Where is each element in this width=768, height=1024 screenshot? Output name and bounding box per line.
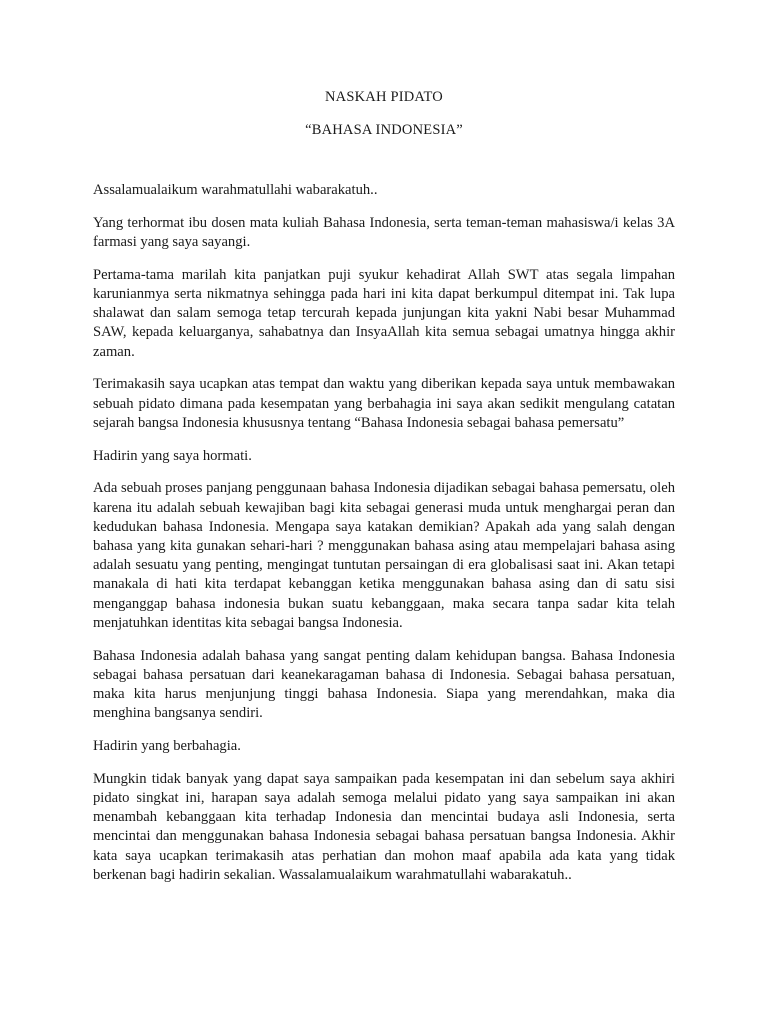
paragraph-opening-prayer: Pertama-tama marilah kita panjatkan puji syukur kehadirat Allah SWT atas segala limpahan karunianmya serta nikmatnya sehingga pada hari ini kita dapat berkumpul ditempat ini. Tak lupa shalawat dan salam semoga tetap tercurah kepada junjungan kita yakni Nabi besar Muhammad SAW, kepada keluarganya, sahabatnya dan InsyaAllah kita semua sebagai umatnya hingga akhir zaman. [93, 266, 675, 360]
paragraph-closing: Mungkin tidak banyak yang dapat saya sampaikan pada kesempatan ini dan sebelum saya akhiri pidato singkat ini, harapan saya adalah semoga melalui pidato yang saya sampaikan ini akan menambah kebanggaan kita terhadap Indonesia dan mencintai budaya asli Indonesia, serta mencintai dan menggunakan bahasa Indonesia sebagai bahasa persatuan bangsa Indonesia. Akhir kata saya ucapkan terimakasih atas perhatian dan mohon maaf apabila ada kata yang tidak berkenan bagi hadirin sekalian. Wassalamualaikum warahmatullahi wabarakatuh.. [93, 770, 675, 883]
paragraph-salutation: Yang terhormat ibu dosen mata kuliah Bahasa Indonesia, serta teman-teman mahasiswa/i kelas 3A farmasi yang saya sayangi. [93, 214, 675, 250]
paragraph-address-2: Hadirin yang berbahagia. [93, 738, 241, 755]
paragraph-address-1: Hadirin yang saya hormati. [93, 447, 252, 464]
paragraph-history: Ada sebuah proses panjang penggunaan bahasa Indonesia dijadikan sebagai bahasa pemersatu, oleh karena itu adalah sebuah kewajiban bagi kita sebagai generasi muda untuk menghargai peran dan kedudukan bahasa Indonesia. Mengapa saya katakan demikian? Apakah ada yang salah dengan bahasa yang kita gunakan sehari-hari ? menggunakan bahasa asing atau mempelajari bahasa asing adalah sesuatu yang penting, mengingat tuntutan persaingan di era globalisasi saat ini. Akan tetapi manakala di hati kita terdapat kebanggan ketika menggunakan bahasa asing dan di satu sisi menganggap bahasa indonesia bukan suatu kebanggaan, maka secara tanpa sadar kita telah menjatuhkan identitas kita sebagai bangsa Indonesia. [93, 480, 675, 631]
speech-body [93, 181, 675, 899]
paragraph-thanks: Terimakasih saya ucapkan atas tempat dan waktu yang diberikan kepada saya untuk membawakan sebuah pidato dimana pada kesempatan yang berbahagia ini saya akan sedikit mengulang catatan sejarah bangsa Indonesia khususnya tentang “Bahasa Indonesia sebagai bahasa pemersatu” [93, 376, 675, 431]
document-title: NASKAH PIDATO [325, 89, 443, 105]
document-subtitle: “BAHASA INDONESIA” [305, 122, 463, 138]
paragraph-importance: Bahasa Indonesia adalah bahasa yang sangat penting dalam kehidupan bangsa. Bahasa Indonesia sebagai bahasa persatuan dari keanekaragaman bahasa di Indonesia. Sebagai bahasa persatuan, maka kita harus menjunjung tinggi bahasa Indonesia. Siapa yang merendahkan, maka dia menghina bangsanya sendiri. [93, 647, 675, 722]
paragraph-greeting: Assalamualaikum warahmatullahi wabarakatuh.. [93, 182, 378, 198]
